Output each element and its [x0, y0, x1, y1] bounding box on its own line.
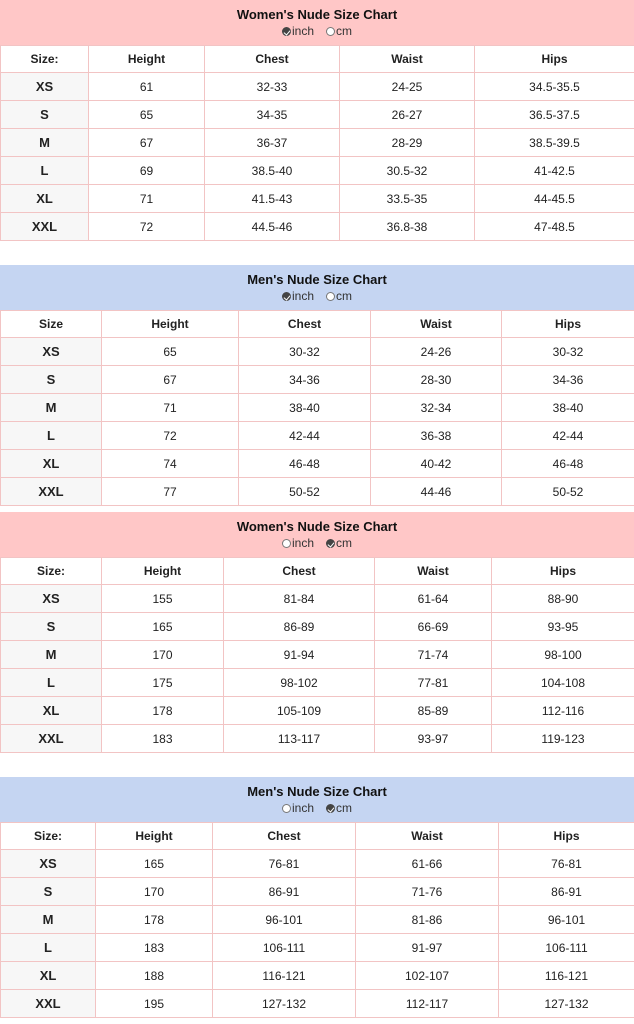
measurement-cell: 28-29 [340, 129, 475, 157]
measurement-cell: 170 [96, 878, 213, 906]
measurement-cell: 32-34 [371, 394, 502, 422]
measurement-cell: 86-89 [224, 613, 375, 641]
radio-icon[interactable] [282, 27, 291, 36]
table-row [1, 101, 634, 129]
radio-icon[interactable] [282, 292, 291, 301]
size-label-cell: XXL [1, 478, 102, 506]
measurement-cell: 81-86 [356, 906, 499, 934]
chart-header [0, 0, 634, 45]
measurement-cell: 74 [102, 450, 239, 478]
size-label-cell: XXL [1, 213, 89, 241]
size-label-cell: S [1, 101, 89, 129]
unit-label-inch: inch [291, 289, 314, 303]
measurement-cell: 195 [96, 990, 213, 1018]
radio-icon[interactable] [282, 539, 291, 548]
column-header: Height [102, 558, 224, 585]
unit-label-inch: inch [291, 536, 314, 550]
unit-option-inch[interactable] [282, 24, 314, 38]
chart-header [0, 512, 634, 557]
table-row [1, 366, 634, 394]
table-row [1, 157, 634, 185]
table-row [1, 394, 634, 422]
measurement-cell: 65 [89, 101, 205, 129]
table-row [1, 906, 634, 934]
measurement-cell: 112-116 [492, 697, 634, 725]
chart-title: Women's Nude Size Chart [236, 519, 398, 534]
column-header: Waist [371, 311, 502, 338]
measurement-cell: 50-52 [502, 478, 634, 506]
unit-label-cm: cm [336, 536, 352, 550]
table-header-row [1, 558, 634, 585]
measurement-cell: 76-81 [499, 850, 634, 878]
size-label-cell: XS [1, 585, 102, 613]
column-header: Waist [356, 823, 499, 850]
measurement-cell: 34-36 [502, 366, 634, 394]
radio-icon[interactable] [282, 804, 291, 813]
size-table [0, 822, 634, 1018]
measurement-cell: 61-66 [356, 850, 499, 878]
measurement-cell: 72 [89, 213, 205, 241]
chart-header [0, 265, 634, 310]
size-label-cell: L [1, 157, 89, 185]
table-row [1, 73, 634, 101]
chart-header [0, 777, 634, 822]
column-header: Hips [502, 311, 634, 338]
measurement-cell: 67 [89, 129, 205, 157]
size-label-cell: XS [1, 338, 102, 366]
size-label-cell: XXL [1, 990, 96, 1018]
column-header: Size: [1, 46, 89, 73]
size-label-cell: XL [1, 185, 89, 213]
measurement-cell: 44.5-46 [205, 213, 340, 241]
measurement-cell: 30.5-32 [340, 157, 475, 185]
measurement-cell: 38-40 [502, 394, 634, 422]
chart-title: Women's Nude Size Chart [236, 7, 398, 22]
radio-icon[interactable] [326, 292, 335, 301]
table-row [1, 129, 634, 157]
unit-option-cm[interactable] [326, 801, 352, 815]
measurement-cell: 46-48 [239, 450, 371, 478]
unit-option-inch[interactable] [282, 801, 314, 815]
size-label-cell: S [1, 613, 102, 641]
measurement-cell: 127-132 [499, 990, 634, 1018]
measurement-cell: 42-44 [239, 422, 371, 450]
measurement-cell: 47-48.5 [475, 213, 634, 241]
measurement-cell: 86-91 [213, 878, 356, 906]
measurement-cell: 66-69 [375, 613, 492, 641]
measurement-cell: 165 [96, 850, 213, 878]
measurement-cell: 38.5-39.5 [475, 129, 634, 157]
measurement-cell: 106-111 [499, 934, 634, 962]
measurement-cell: 155 [102, 585, 224, 613]
table-row [1, 878, 634, 906]
measurement-cell: 96-101 [499, 906, 634, 934]
table-row [1, 338, 634, 366]
table-row [1, 697, 634, 725]
measurement-cell: 61 [89, 73, 205, 101]
table-row [1, 585, 634, 613]
column-header: Size: [1, 558, 102, 585]
measurement-cell: 113-117 [224, 725, 375, 753]
column-header: Size [1, 311, 102, 338]
measurement-cell: 50-52 [239, 478, 371, 506]
column-header: Chest [205, 46, 340, 73]
measurement-cell: 175 [102, 669, 224, 697]
measurement-cell: 86-91 [499, 878, 634, 906]
measurement-cell: 81-84 [224, 585, 375, 613]
measurement-cell: 106-111 [213, 934, 356, 962]
measurement-cell: 42-44 [502, 422, 634, 450]
size-label-cell: XS [1, 850, 96, 878]
size-label-cell: M [1, 641, 102, 669]
size-label-cell: XXL [1, 725, 102, 753]
size-label-cell: L [1, 669, 102, 697]
unit-label-inch: inch [291, 24, 314, 38]
measurement-cell: 105-109 [224, 697, 375, 725]
measurement-cell: 183 [102, 725, 224, 753]
table-row [1, 934, 634, 962]
measurement-cell: 76-81 [213, 850, 356, 878]
measurement-cell: 38-40 [239, 394, 371, 422]
radio-icon[interactable] [326, 539, 335, 548]
column-header: Height [102, 311, 239, 338]
table-header-row [1, 46, 634, 73]
measurement-cell: 34.5-35.5 [475, 73, 634, 101]
size-label-cell: XL [1, 697, 102, 725]
measurement-cell: 71-76 [356, 878, 499, 906]
column-header: Chest [239, 311, 371, 338]
unit-label-cm: cm [336, 24, 352, 38]
measurement-cell: 91-97 [356, 934, 499, 962]
table-row [1, 641, 634, 669]
measurement-cell: 69 [89, 157, 205, 185]
chart-title: Men's Nude Size Chart [247, 272, 387, 287]
measurement-cell: 88-90 [492, 585, 634, 613]
size-label-cell: S [1, 878, 96, 906]
column-header: Size: [1, 823, 96, 850]
measurement-cell: 104-108 [492, 669, 634, 697]
unit-option-cm[interactable] [326, 24, 352, 38]
column-header: Hips [475, 46, 634, 73]
size-label-cell: M [1, 394, 102, 422]
men-inch-size-chart [0, 265, 634, 506]
unit-option-inch[interactable] [282, 289, 314, 303]
table-row [1, 422, 634, 450]
table-row [1, 725, 634, 753]
men-cm-size-chart [0, 777, 634, 1018]
size-label-cell: XS [1, 73, 89, 101]
radio-icon[interactable] [326, 27, 335, 36]
measurement-cell: 30-32 [239, 338, 371, 366]
unit-option-cm[interactable] [326, 536, 352, 550]
measurement-cell: 93-97 [375, 725, 492, 753]
measurement-cell: 112-117 [356, 990, 499, 1018]
measurement-cell: 93-95 [492, 613, 634, 641]
column-header: Height [89, 46, 205, 73]
size-table [0, 45, 634, 241]
measurement-cell: 77 [102, 478, 239, 506]
women-cm-size-chart [0, 512, 634, 753]
table-row [1, 669, 634, 697]
table-row [1, 850, 634, 878]
unit-label-cm: cm [336, 801, 352, 815]
unit-option-cm[interactable] [326, 289, 352, 303]
measurement-cell: 38.5-40 [205, 157, 340, 185]
measurement-cell: 71 [102, 394, 239, 422]
radio-icon[interactable] [326, 804, 335, 813]
column-header: Hips [499, 823, 634, 850]
measurement-cell: 36.8-38 [340, 213, 475, 241]
measurement-cell: 41-42.5 [475, 157, 634, 185]
size-label-cell: M [1, 906, 96, 934]
column-header: Waist [340, 46, 475, 73]
measurement-cell: 77-81 [375, 669, 492, 697]
size-label-cell: L [1, 422, 102, 450]
unit-toggle [0, 289, 634, 303]
measurement-cell: 32-33 [205, 73, 340, 101]
unit-toggle [0, 536, 634, 550]
table-row [1, 990, 634, 1018]
measurement-cell: 33.5-35 [340, 185, 475, 213]
measurement-cell: 178 [102, 697, 224, 725]
table-row [1, 613, 634, 641]
table-header-row [1, 823, 634, 850]
measurement-cell: 36.5-37.5 [475, 101, 634, 129]
measurement-cell: 40-42 [371, 450, 502, 478]
unit-label-inch: inch [291, 801, 314, 815]
table-row [1, 962, 634, 990]
column-header: Chest [224, 558, 375, 585]
measurement-cell: 188 [96, 962, 213, 990]
size-label-cell: XL [1, 962, 96, 990]
column-header: Height [96, 823, 213, 850]
measurement-cell: 91-94 [224, 641, 375, 669]
measurement-cell: 65 [102, 338, 239, 366]
column-header: Hips [492, 558, 634, 585]
measurement-cell: 41.5-43 [205, 185, 340, 213]
measurement-cell: 72 [102, 422, 239, 450]
measurement-cell: 30-32 [502, 338, 634, 366]
measurement-cell: 44-45.5 [475, 185, 634, 213]
measurement-cell: 119-123 [492, 725, 634, 753]
measurement-cell: 170 [102, 641, 224, 669]
size-table [0, 310, 634, 506]
measurement-cell: 67 [102, 366, 239, 394]
measurement-cell: 36-37 [205, 129, 340, 157]
measurement-cell: 116-121 [213, 962, 356, 990]
measurement-cell: 61-64 [375, 585, 492, 613]
table-row [1, 185, 634, 213]
table-header-row [1, 311, 634, 338]
measurement-cell: 71-74 [375, 641, 492, 669]
measurement-cell: 98-102 [224, 669, 375, 697]
table-row [1, 450, 634, 478]
table-row [1, 213, 634, 241]
measurement-cell: 165 [102, 613, 224, 641]
measurement-cell: 44-46 [371, 478, 502, 506]
table-row [1, 478, 634, 506]
measurement-cell: 34-36 [239, 366, 371, 394]
measurement-cell: 28-30 [371, 366, 502, 394]
women-inch-size-chart [0, 0, 634, 241]
measurement-cell: 71 [89, 185, 205, 213]
measurement-cell: 24-25 [340, 73, 475, 101]
unit-toggle [0, 801, 634, 815]
unit-toggle [0, 24, 634, 38]
size-label-cell: M [1, 129, 89, 157]
measurement-cell: 127-132 [213, 990, 356, 1018]
measurement-cell: 26-27 [340, 101, 475, 129]
size-label-cell: XL [1, 450, 102, 478]
column-header: Waist [375, 558, 492, 585]
size-label-cell: L [1, 934, 96, 962]
measurement-cell: 98-100 [492, 641, 634, 669]
measurement-cell: 102-107 [356, 962, 499, 990]
measurement-cell: 34-35 [205, 101, 340, 129]
measurement-cell: 178 [96, 906, 213, 934]
measurement-cell: 85-89 [375, 697, 492, 725]
measurement-cell: 96-101 [213, 906, 356, 934]
unit-label-cm: cm [336, 289, 352, 303]
measurement-cell: 36-38 [371, 422, 502, 450]
measurement-cell: 116-121 [499, 962, 634, 990]
column-header: Chest [213, 823, 356, 850]
measurement-cell: 24-26 [371, 338, 502, 366]
unit-option-inch[interactable] [282, 536, 314, 550]
measurement-cell: 46-48 [502, 450, 634, 478]
size-label-cell: S [1, 366, 102, 394]
size-table [0, 557, 634, 753]
measurement-cell: 183 [96, 934, 213, 962]
chart-title: Men's Nude Size Chart [247, 784, 387, 799]
